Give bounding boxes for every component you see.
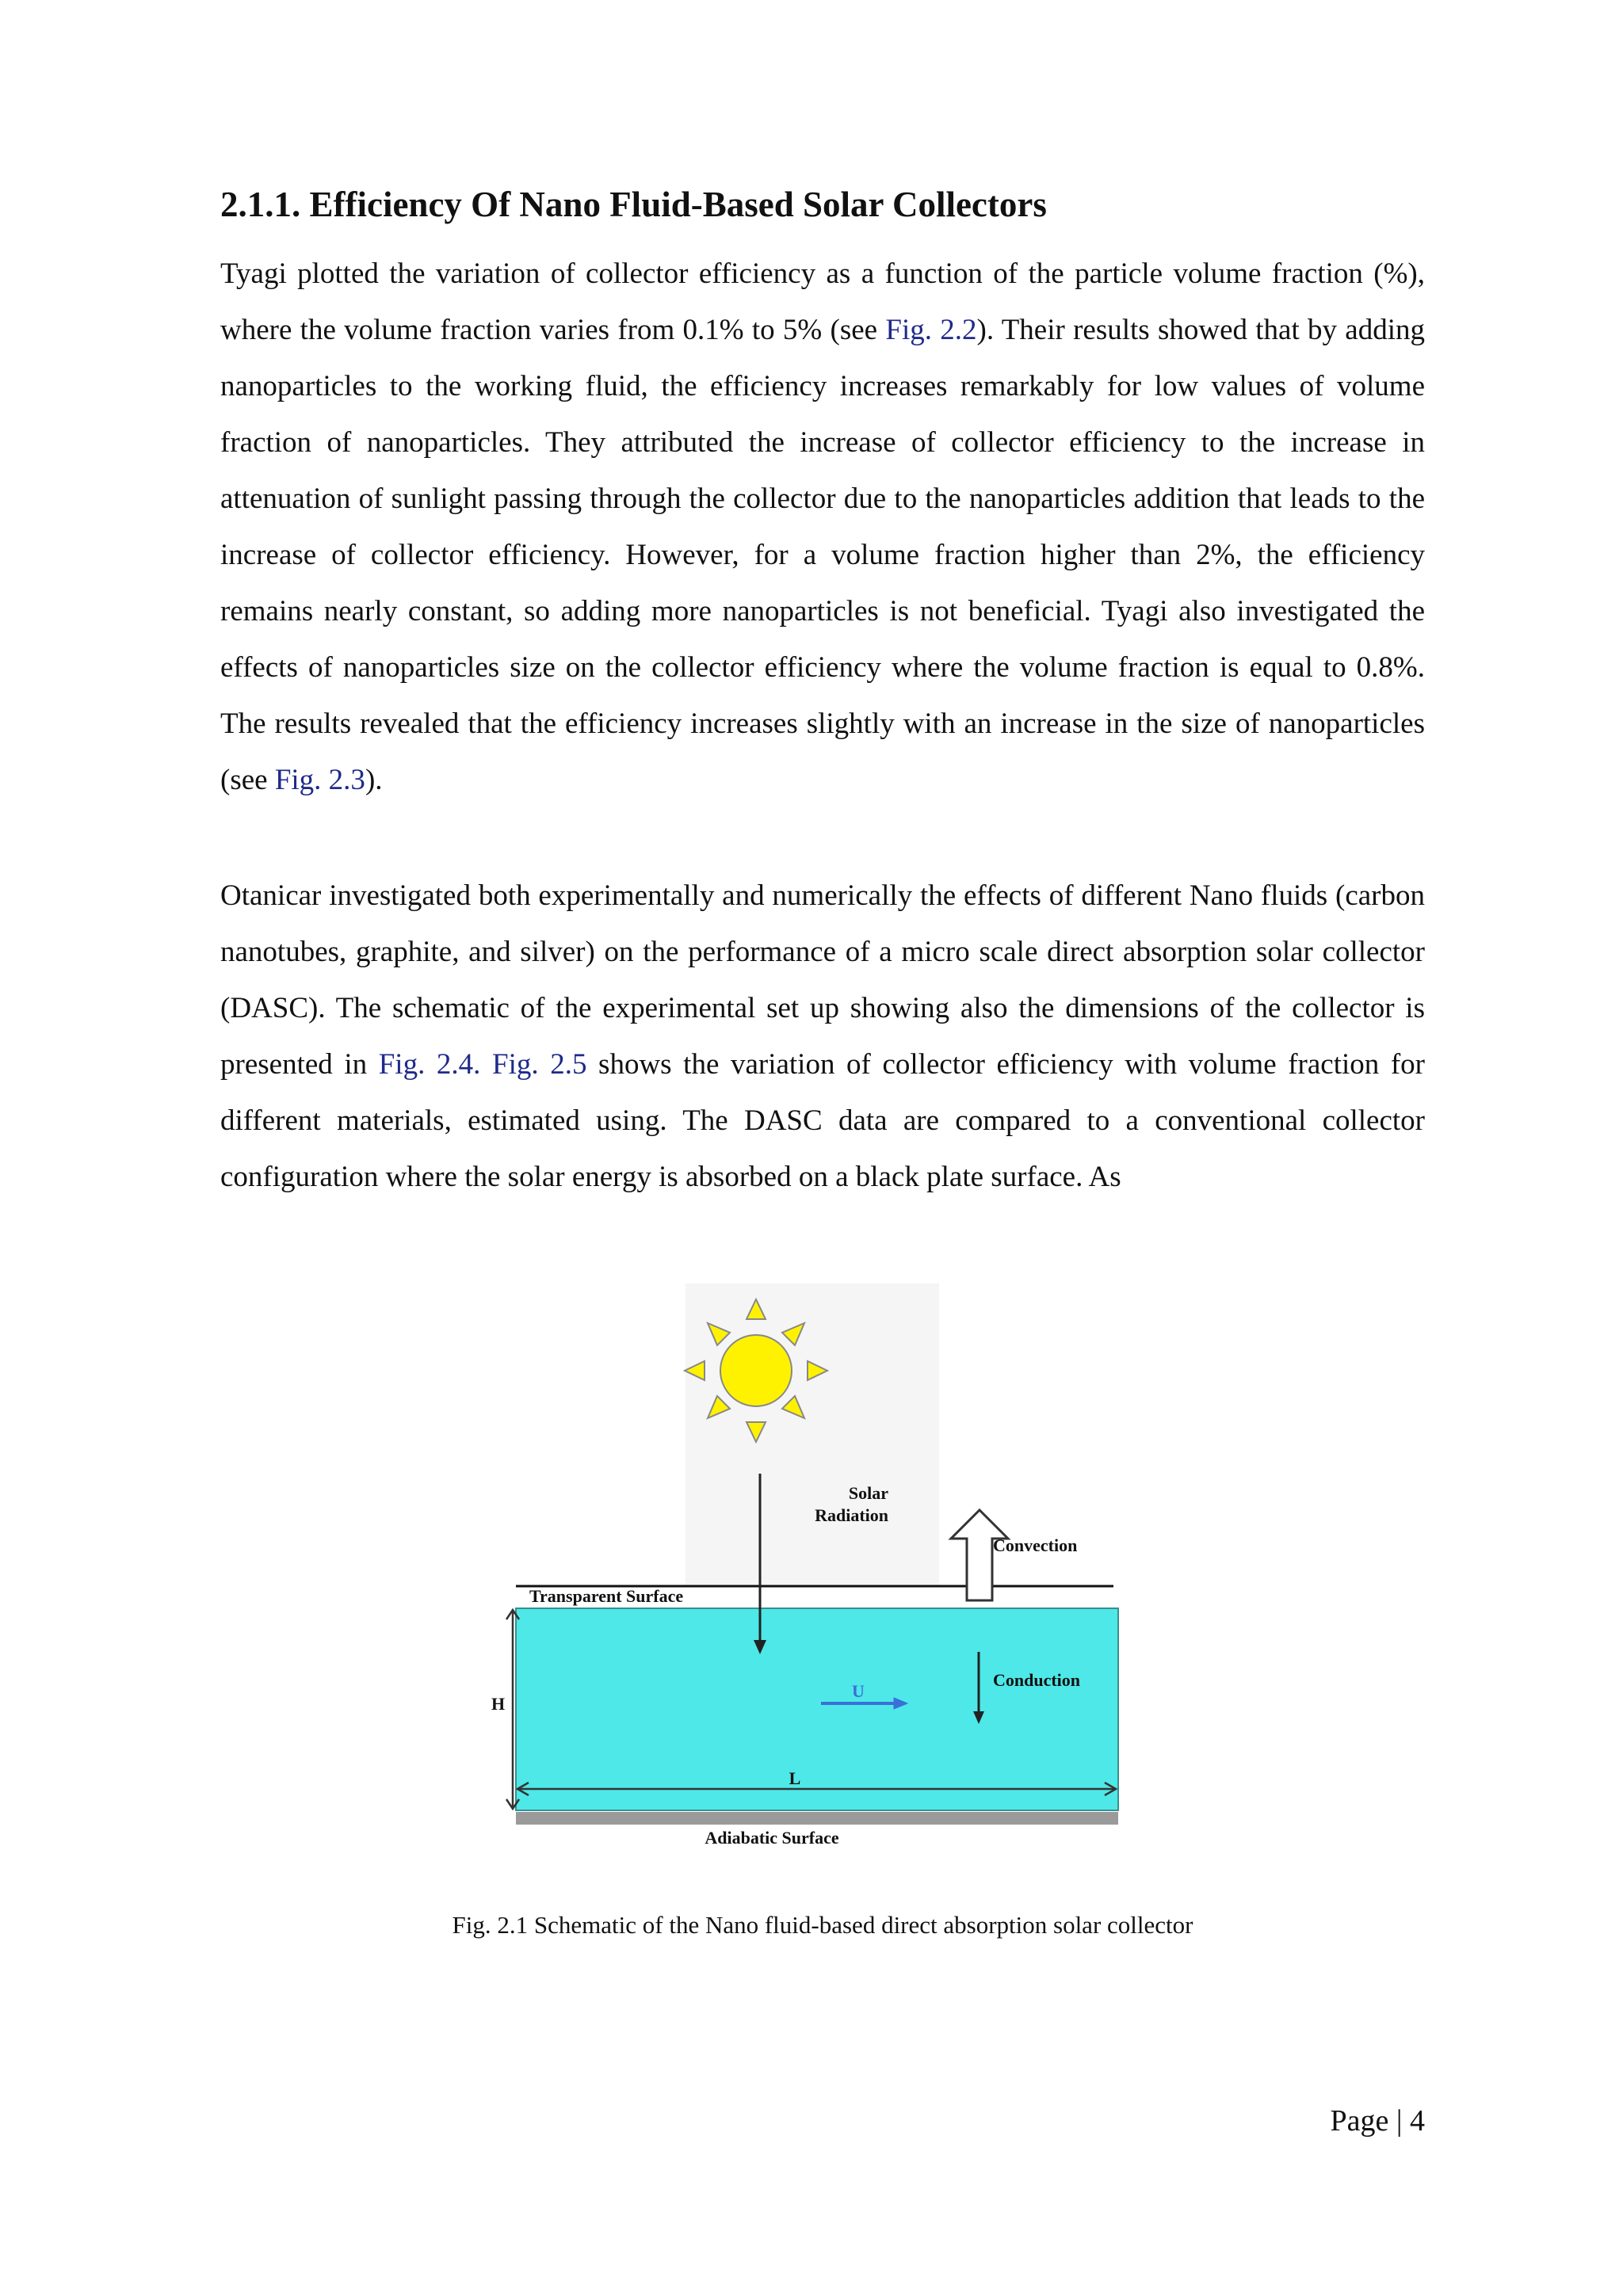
paragraph-text: Otanicar investigated both experimentally and numerically the effects of different Nano fluids (carbon nanotubes, graphite, and silver) on the performance of a micro scale direct absorption solar collector (DASC). The schematic of the experimental set up showing also the dimensions of the collector is presented in — [220, 879, 1425, 1081]
radiation-label: Radiation — [815, 1505, 888, 1525]
dasc-schematic — [475, 1283, 1125, 1854]
figure-caption: Fig. 2.1 Schematic of the Nano fluid-based direct absorption solar collector — [452, 1911, 1193, 1939]
paragraph-text: Tyagi plotted the variation of collector efficiency as a function of the particle volume fraction (%), where the volume fraction varies from 0.1% to 5% (see — [220, 257, 1425, 346]
paragraph-tyagi — [220, 246, 1425, 808]
page-number: Page | 4 — [1330, 2104, 1425, 2138]
adiabatic-surface — [516, 1812, 1118, 1825]
solar-label: Solar — [848, 1483, 888, 1503]
nanofluid-channel — [516, 1608, 1118, 1810]
adiabatic-surface-label: Adiabatic Surface — [705, 1828, 839, 1848]
velocity-label: U — [852, 1681, 865, 1701]
figure-ref-2-3[interactable]: Fig. 2.3 — [274, 764, 365, 796]
figure-background — [685, 1283, 939, 1585]
figure-ref-2-4-2-5[interactable]: Fig. 2.4. Fig. 2.5 — [378, 1048, 587, 1081]
section-heading: 2.1.1. Efficiency Of Nano Fluid-Based Solar Collectors — [220, 185, 1047, 224]
conduction-label: Conduction — [993, 1670, 1081, 1690]
height-label: H — [491, 1694, 506, 1714]
dasc-schematic-figure — [475, 1283, 1125, 1854]
paragraph-text: ). — [365, 764, 383, 796]
sun-disc — [720, 1335, 792, 1406]
paragraph-text: shows the variation of collector efficiency with volume fraction for different materials, estimated using. The DASC data are compared to a conventional collector configuration where the solar energy is absorbed on a black plate surface. As — [220, 1048, 1426, 1193]
transparent-surface-label: Transparent Surface — [529, 1586, 684, 1606]
length-label: L — [789, 1768, 801, 1788]
figure-ref-2-2[interactable]: Fig. 2.2 — [885, 314, 977, 346]
paragraph-text: ). Their results showed that by adding nanoparticles to the working fluid, the efficiency increases remarkably for low values of volume fraction of nanoparticles. They attributed the increase of collector efficiency to the increase in attenuation of sunlight passing through the collector due to the nanoparticles addition that leads to the increase of collector efficiency. However, for a volume fraction higher than 2%, the efficiency remains nearly constant, so adding more nanoparticles is not beneficial. Tyagi also investigated the effects of nanoparticles size on the collector efficiency where the volume fraction is equal to 0.8%. The results revealed that the efficiency increases slightly with an increase in the size of nanoparticles (see — [220, 314, 1426, 796]
convection-label: Convection — [993, 1535, 1078, 1555]
paragraph-otanicar — [220, 868, 1425, 1205]
